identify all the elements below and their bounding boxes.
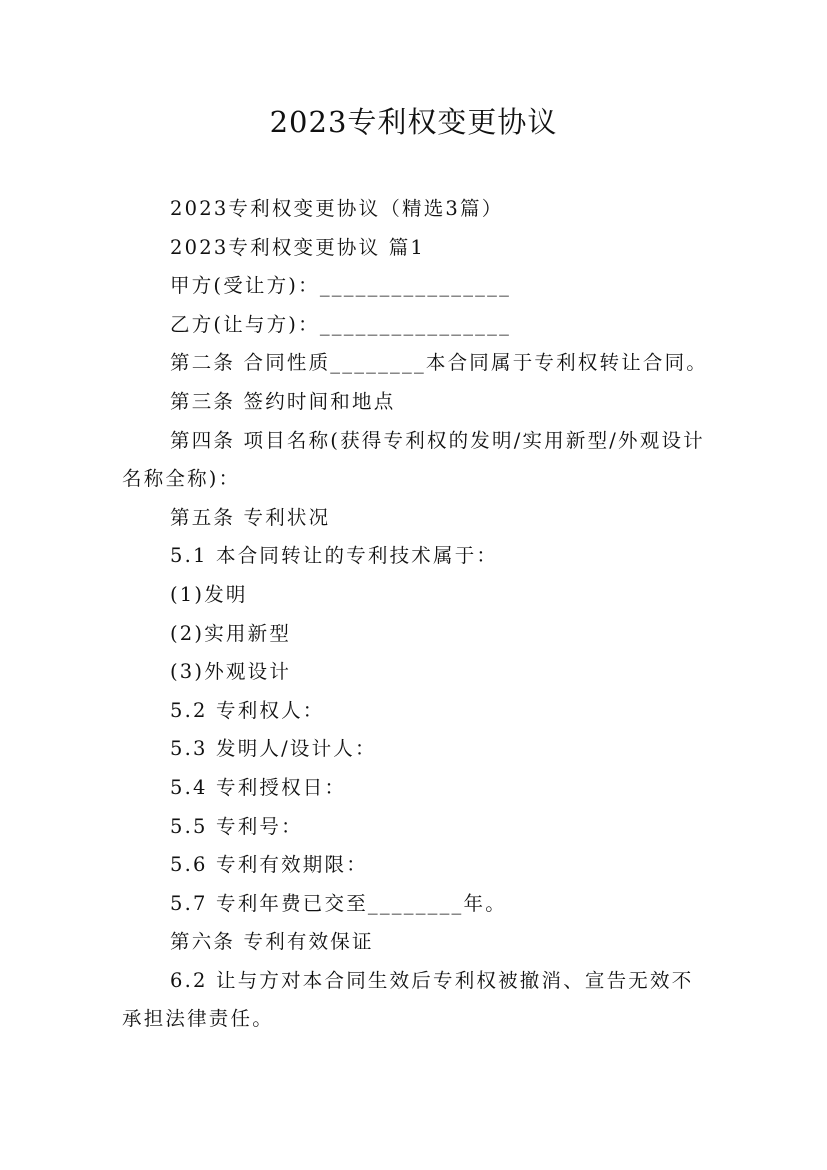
- document-body: [122, 190, 710, 1039]
- paragraph: 5.4 专利授权日：: [170, 775, 347, 799]
- paragraph: 5.2 专利权人：: [170, 698, 325, 722]
- document-title: 2023专利权变更协议: [269, 105, 558, 139]
- paragraph: 5.3 发明人/设计人：: [170, 737, 377, 761]
- paragraph: 6.2 让与方对本合同生效后专利权被撤消、宣告无效不承担法律责任。: [122, 968, 694, 1031]
- paragraph: 第六条 专利有效保证: [170, 930, 374, 954]
- paragraph: 第二条 合同性质________本合同属于专利权转让合同。: [170, 351, 708, 375]
- paragraph: 5.5 专利号：: [170, 814, 303, 838]
- paragraph: 第四条 项目名称(获得专利权的发明/实用新型/外观设计名称全称)：: [122, 428, 705, 491]
- paragraph: 5.6 专利有效期限：: [170, 853, 368, 877]
- paragraph: 第三条 签约时间和地点: [170, 389, 396, 413]
- paragraph: 2023专利权变更协议 篇1: [170, 235, 426, 259]
- paragraph: 甲方(受让方)：________________: [170, 274, 512, 298]
- paragraph: 第五条 专利状况: [170, 505, 331, 529]
- paragraph: 5.1 本合同转让的专利技术属于：: [170, 544, 499, 568]
- paragraph: 2023专利权变更协议（精选3篇）: [170, 197, 504, 220]
- paragraph: (3)外观设计: [170, 660, 292, 684]
- paragraph: 乙方(让与方)：________________: [170, 312, 512, 336]
- paragraph: (2)实用新型: [170, 621, 292, 645]
- paragraph: 5.7 专利年费已交至________年。: [170, 891, 507, 915]
- paragraph: (1)发明: [170, 582, 248, 606]
